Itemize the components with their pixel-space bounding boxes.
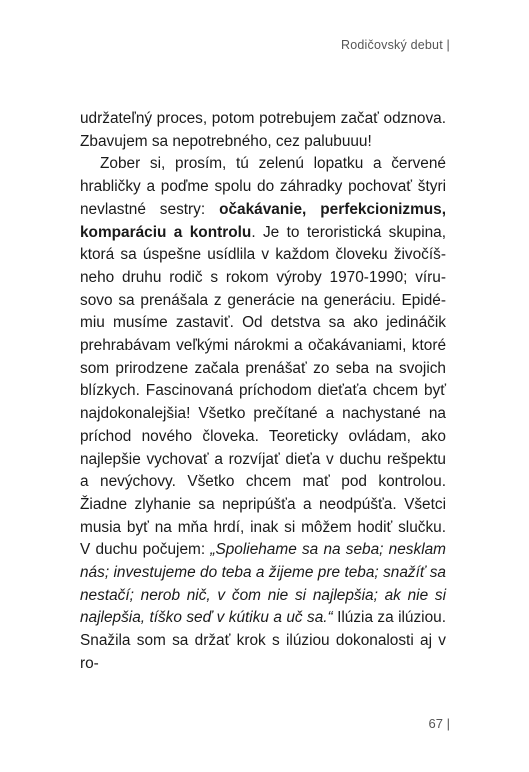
page-number: 67 | <box>428 716 450 731</box>
paragraph-main <box>80 153 446 675</box>
paragraph-continuation: udržateľný proces, potom potrebujem začať odznova. Zbavujem sa nepotrebného, cez palubuuu! <box>80 110 446 150</box>
page-body <box>80 108 446 676</box>
running-header: Rodičovský debut | <box>341 38 450 52</box>
paragraph-text: Zober si, prosím, tú zelenú lopatku a červené hrabličky a poďme spolu do záhradky pochovať štyri nevlastné sestry: <box>80 155 446 218</box>
italic-quote: „Spoliehame sa na seba; nesklam nás; investujeme do teba a žijeme pre teba; snažíť sa nestačí; nerob nič, v čom nie si najlepšia; ak nie si najlepšia, tíško seď v kútiku a uč sa.“ <box>80 541 446 627</box>
paragraph-text: . Je to teroristická skupina, ktorá sa úspešne usídlila v každom človeku živočíšneho druhu rodič s rokom výroby 1970-1990; vírusovo sa prenášala z generácie na generáciu. Epidémiu musíme zastaviť. Od detstva sa ako jedináčik prehrabávam veľkými nárokmi a očakávaniami, ktoré som prirodzene začala prenášať zo seba na svojich blízkych. Fascinovaná príchodom dieťaťa chcem byť najdokonalejšia! Všetko prečítané a nachystané na príchod nového človeka. Teoreticky ovládam, ako najlepšie vychovať a rozvíjať dieťa v duchu rešpektu a nevýchovy. Všetko chcem mať pod kontrolou. Žiadne zlyhanie sa nepripúšťa a neodpúšťa. Všetci musia byť na mňa hrdí, inak si môžem hodiť slučku. V duchu počujem: <box>80 223 447 559</box>
paragraph-text: Ilúzia za ilúziou. Snažila som sa držať krok s ilúziou dokonalosti aj v ro- <box>80 609 446 672</box>
bold-phrase: očakávanie, perfekcionizmus, komparáciu a kontrolu <box>80 200 446 241</box>
